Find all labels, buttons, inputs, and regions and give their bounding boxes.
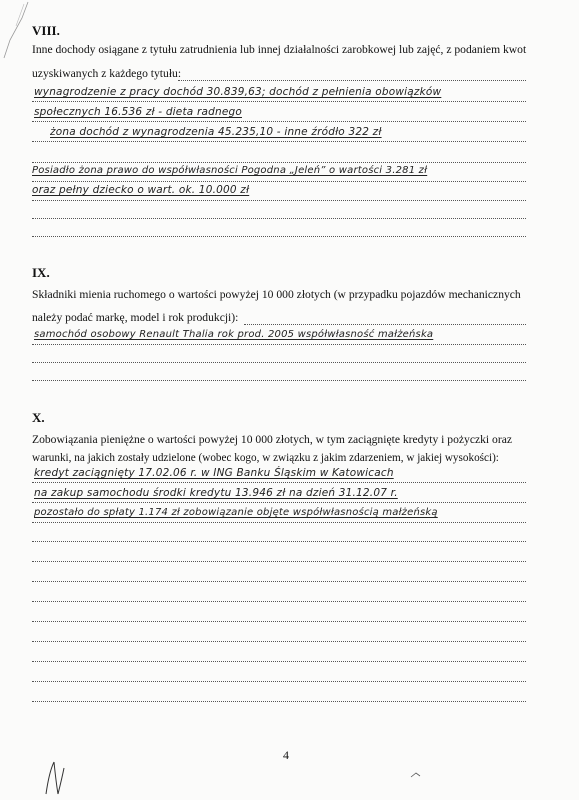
section-ix-heading: IX. xyxy=(32,265,50,280)
dotted-line xyxy=(32,581,526,582)
dotted-line xyxy=(32,121,526,122)
initials-mark xyxy=(40,758,70,798)
dotted-line xyxy=(32,200,526,201)
dotted-line xyxy=(32,681,526,682)
handwritten-entry: kredyt zaciągnięty 17.02.06 r. w ING Banku Śląskim w Katowicach xyxy=(34,467,394,479)
handwritten-entry: żona dochód z wynagrodzenia 45.235,10 - inne źródło 322 zł xyxy=(50,126,382,138)
section-ix-text-line2: należy podać markę, model i rok produkcji): xyxy=(32,311,239,324)
section-x-text-line2: warunki, na jakich zostały udzielone (wobec kogo, w związku z jakim zdarzeniem, w jakiej wysokości): xyxy=(32,452,499,464)
dotted-line xyxy=(32,621,526,622)
dotted-line xyxy=(178,80,526,81)
dotted-line xyxy=(32,162,526,163)
dotted-line xyxy=(32,362,526,363)
handwritten-entry: oraz pełny dziecko o wart. ok. 10.000 zł xyxy=(32,184,250,196)
handwritten-entry: społecznych 16.536 zł - dieta radnego xyxy=(34,106,242,118)
dotted-line xyxy=(32,502,526,503)
section-viii-text-line1: Inne dochody osiągane z tytułu zatrudnienia lub innej działalności zarobkowej lub zajęć, z podaniem kwot xyxy=(32,43,527,56)
section-viii-text-line2: uzyskiwanych z każdego tytułu: xyxy=(32,67,182,80)
dotted-line xyxy=(32,101,526,102)
section-viii-heading: VIII. xyxy=(32,23,60,38)
dotted-line xyxy=(32,641,526,642)
dotted-line xyxy=(32,344,526,345)
handwritten-entry: pozostało do spłaty 1.174 zł zobowiązanie objęte współwłasnością małżeńską xyxy=(34,507,438,518)
dotted-line xyxy=(244,324,526,325)
dotted-line xyxy=(32,541,526,542)
dotted-line xyxy=(32,181,526,182)
dotted-line xyxy=(32,218,526,219)
small-mark xyxy=(410,771,422,779)
dotted-line xyxy=(32,380,526,381)
dotted-line xyxy=(32,141,526,142)
section-ix-text-line1: Składniki mienia ruchomego o wartości powyżej 10 000 złotych (w przypadku pojazdów mechanicznych xyxy=(32,288,521,301)
dotted-line xyxy=(32,661,526,662)
page-number: 4 xyxy=(283,748,289,762)
dotted-line xyxy=(32,236,526,237)
handwritten-entry: samochód osobowy Renault Thalia rok prod. 2005 współwłasność małżeńska xyxy=(34,329,434,340)
dotted-line xyxy=(32,701,526,702)
handwritten-entry: Posiadło żona prawo do współwłasności Pogodna „Jeleń” o wartości 3.281 zł xyxy=(32,165,428,176)
section-x-text-line1: Zobowiązania pieniężne o wartości powyżej 10 000 złotych, w tym zaciągnięte kredyty i pożyczki oraz xyxy=(32,433,512,446)
handwritten-entry: wynagrodzenie z pracy dochód 30.839,63; dochód z pełnienia obowiązków xyxy=(34,86,442,98)
handwritten-entry: na zakup samochodu środki kredytu 13.946 zł na dzień 31.12.07 r. xyxy=(34,487,398,499)
dotted-line xyxy=(32,482,526,483)
section-x-heading: X. xyxy=(32,410,45,425)
dotted-line xyxy=(32,601,526,602)
dotted-line xyxy=(32,561,526,562)
dotted-line xyxy=(32,522,526,523)
